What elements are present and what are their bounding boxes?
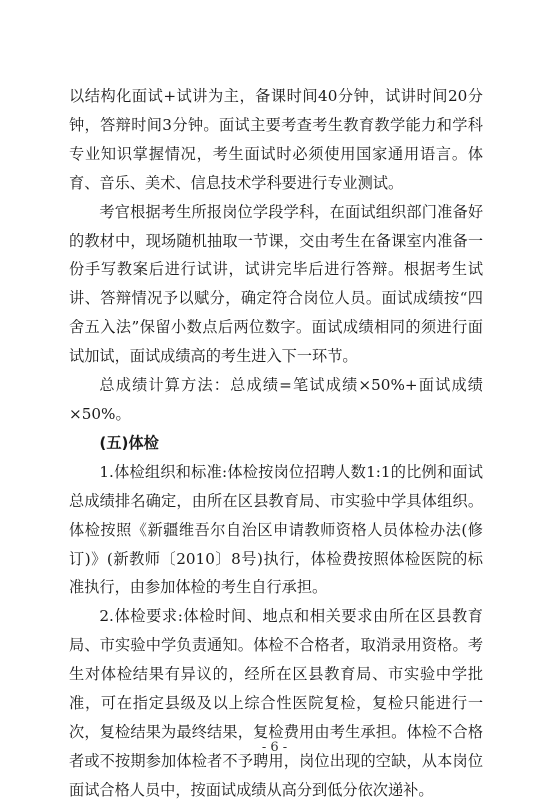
paragraph-interview-format: 以结构化面试+试讲为主，备课时间40分钟，试讲时间20分钟，答辩时间3分钟。面试主要考查考生教育教学能力和学科专业知识掌握情况，考生面试时必须使用国家通用语言。体育、音乐、美术、信息技术学科要进行专业测试。	[69, 87, 483, 192]
paragraph-exam-requirements: 2.体检要求:体检时间、地点和相关要求由所在区县教育局、市实验中学负责通知。体检不合格者，取消录用资格。考生对体检结果有异议的，经所在区县教育局、市实验中学批准，可在指定县级及以上综合性医院复检，复检只能进行一次，复检结果为最终结果，复检费用由考生承担。体检不合格者或不按期参加体检者不予聘用，岗位出现的空缺，从本岗位面试合格人员中，按面试成绩从高分到低分依次递补。	[69, 607, 483, 799]
paragraph-total-score-formula: 总成绩计算方法：总成绩=笔试成绩×50%+面试成绩×50%。	[69, 376, 483, 423]
paragraph-exam-organization: 1.体检组织和标准:体检按岗位招聘人数1:1的比例和面试总成绩排名确定，由所在区县教育局、市实验中学具体组织。体检按照《新疆维吾尔自治区申请教师资格人员体检办法(修订)》(新教师〔2010〕8号)执行，体检费按照体检医院的标准执行，由参加体检的考生自行承担。	[69, 462, 483, 597]
section-heading-physical-exam: (五)体检	[99, 433, 159, 452]
paragraph-interview-procedure: 考官根据考生所报岗位学段学科，在面试组织部门准备好的教材中，现场随机抽取一节课，交由考生在备课室内准备一份手写教案后进行试讲，试讲完毕后进行答辩。根据考生试讲、答辩情况予以赋分，确定符合岗位人员。面试成绩按“四舍五入法”保留小数点后两位数字。面试成绩相同的须进行面试加试，面试成绩高的考生进入下一环节。	[69, 202, 483, 366]
document-body	[69, 82, 483, 805]
page-number: - 6 -	[261, 740, 288, 755]
